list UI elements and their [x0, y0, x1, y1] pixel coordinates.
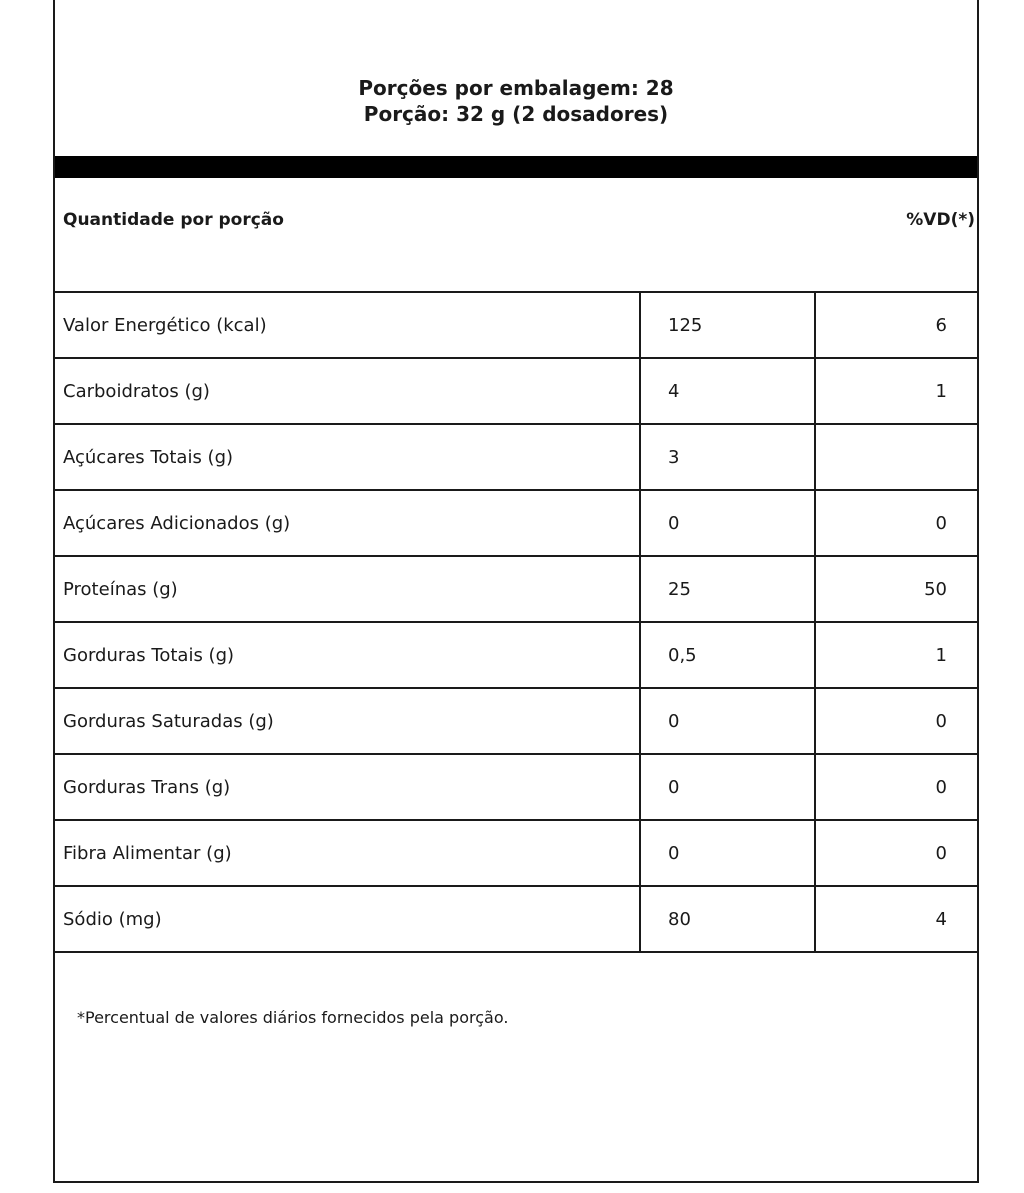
- nutrient-vd: 0: [814, 689, 977, 753]
- nutrient-vd: 0: [814, 755, 977, 819]
- serving-info: [55, 75, 977, 127]
- nutrient-name: Açúcares Adicionados (g): [63, 512, 291, 534]
- nutrient-vd: [814, 425, 977, 489]
- nutrient-vd: 0: [814, 491, 977, 555]
- table-row: [55, 689, 977, 755]
- nutrient-name: Fibra Alimentar (g): [63, 842, 232, 864]
- nutrient-vd: 0: [814, 821, 977, 885]
- table-row: [55, 623, 977, 689]
- nutrient-amount: 4: [639, 359, 814, 423]
- nutrition-label: [53, 0, 979, 1183]
- portion-size: Porção: 32 g (2 dosadores): [363, 102, 669, 126]
- table-row: [55, 491, 977, 557]
- nutrient-amount: 0: [639, 755, 814, 819]
- nutrient-amount: 0: [639, 821, 814, 885]
- nutrient-name: Sódio (mg): [63, 908, 162, 930]
- nutrient-name: Gorduras Totais (g): [63, 644, 235, 666]
- nutrient-vd: 1: [814, 359, 977, 423]
- footnote: *Percentual de valores diários fornecidos pela porção.: [77, 1008, 509, 1027]
- table-row: [55, 425, 977, 491]
- nutrient-amount: 80: [639, 887, 814, 951]
- nutrient-amount: 0: [639, 689, 814, 753]
- nutrient-amount: 3: [639, 425, 814, 489]
- vd-header: %VD(*): [906, 210, 975, 230]
- table-row: [55, 359, 977, 425]
- nutrient-name: Valor Energético (kcal): [63, 314, 267, 336]
- nutrient-vd: 6: [814, 293, 977, 357]
- table-row: [55, 755, 977, 821]
- table-row: [55, 557, 977, 623]
- nutrient-amount: 125: [639, 293, 814, 357]
- nutrient-vd: 4: [814, 887, 977, 951]
- table-row: [55, 293, 977, 359]
- nutrient-vd: 1: [814, 623, 977, 687]
- nutrient-amount: 0: [639, 491, 814, 555]
- portions-per-package: Porções por embalagem: 28: [358, 76, 674, 100]
- nutrient-name: Gorduras Trans (g): [63, 776, 231, 798]
- quantity-header: Quantidade por porção: [63, 210, 284, 230]
- nutrient-amount: 0,5: [639, 623, 814, 687]
- nutrient-name: Carboidratos (g): [63, 380, 210, 402]
- nutrient-name: Gorduras Saturadas (g): [63, 710, 274, 732]
- nutrient-vd: 50: [814, 557, 977, 621]
- nutrition-table: [55, 291, 977, 953]
- table-row: [55, 821, 977, 887]
- table-row: [55, 887, 977, 953]
- nutrient-name: Açúcares Totais (g): [63, 446, 234, 468]
- nutrient-amount: 25: [639, 557, 814, 621]
- thick-divider: [55, 156, 977, 178]
- nutrient-name: Proteínas (g): [63, 578, 178, 600]
